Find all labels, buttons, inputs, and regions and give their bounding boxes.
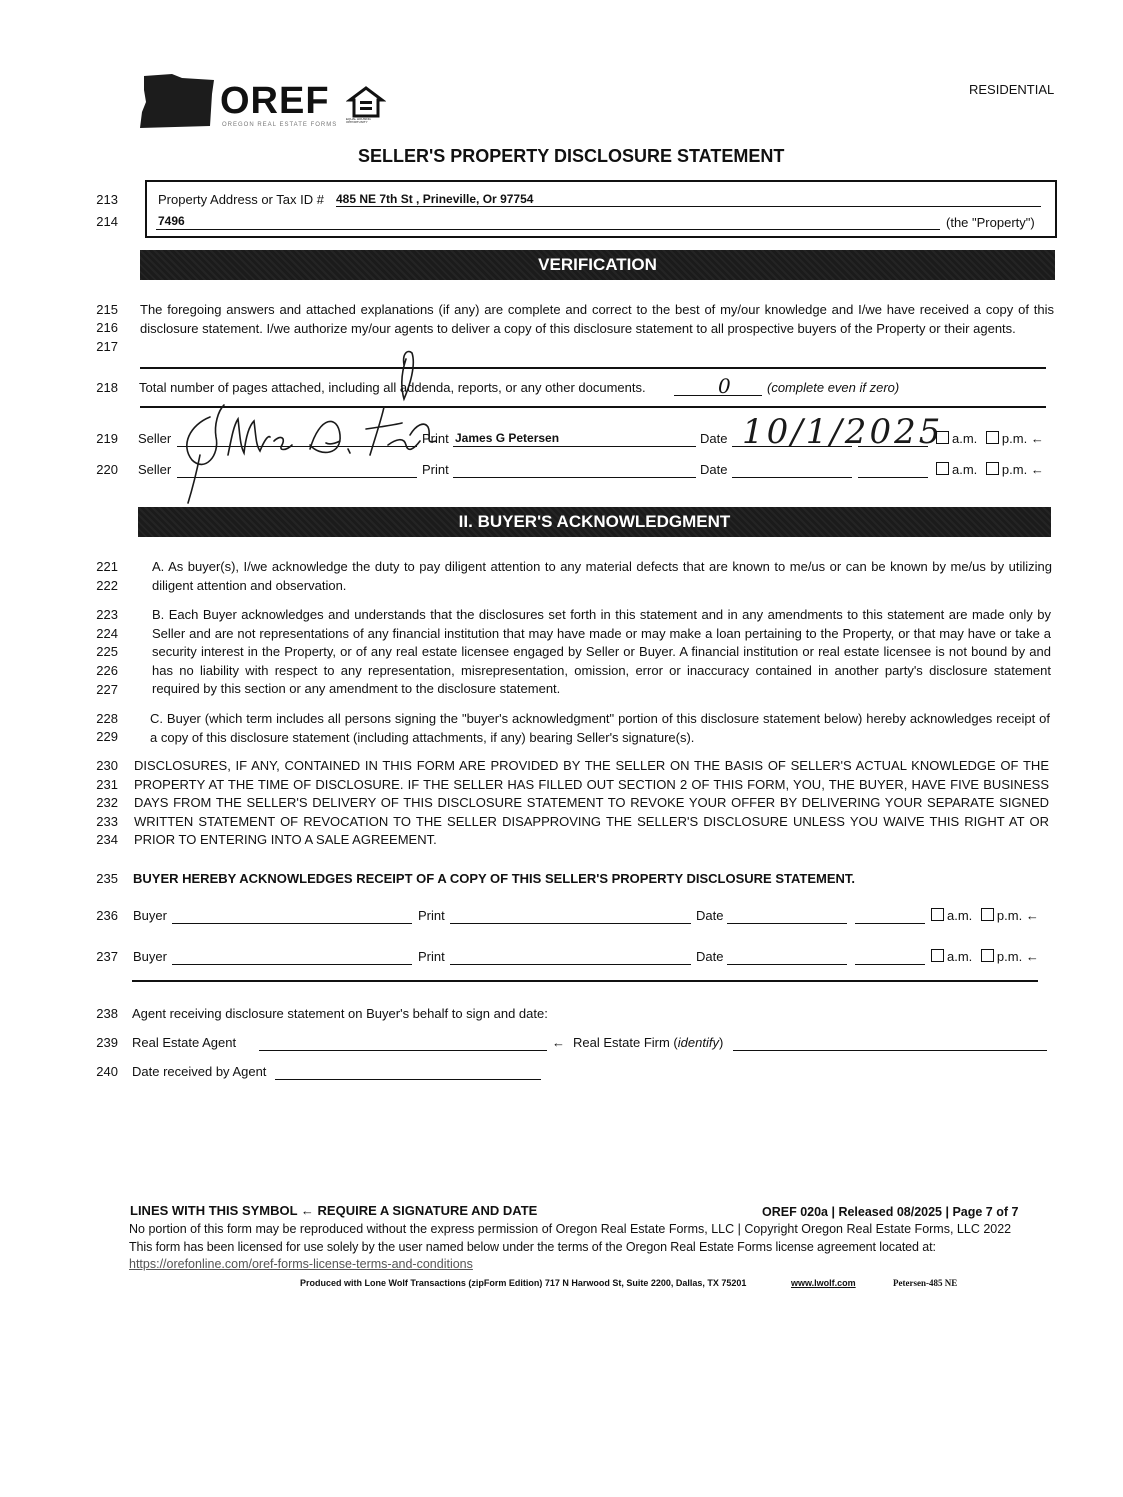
line-number: 233 — [96, 814, 118, 829]
line-number: 215 — [96, 302, 118, 317]
line-number: 237 — [96, 949, 118, 964]
print-label: Print — [418, 949, 445, 964]
license-text: This form has been licensed for use solely by the user named below under the terms of the Oregon Real Estate Forms license agreement located at: — [129, 1240, 936, 1254]
line-number: 227 — [96, 682, 118, 697]
line-number: 232 — [96, 795, 118, 810]
receipt-acknowledgment: BUYER HEREBY ACKNOWLEDGES RECEIPT OF A COPY OF THIS SELLER'S PROPERTY DISCLOSURE STATEMENT. — [133, 871, 856, 886]
am-pm-group — [936, 431, 1044, 446]
signature-arrow-icon: ← — [1030, 431, 1044, 446]
am-label: a.m. — [947, 908, 973, 923]
real-estate-agent-label: Real Estate Agent — [132, 1035, 237, 1050]
line-number: 217 — [96, 339, 118, 354]
real-estate-firm-label — [573, 1035, 723, 1050]
line-number: 229 — [96, 729, 118, 744]
date-line[interactable] — [727, 964, 847, 965]
verification-text: The foregoing answers and attached explanations (if any) are complete and correct to the best of my/our knowledge and I/we have received a copy of this disclosure statement. I/we authorize my/our agents to deliver a copy of this disclosure statement to all prospective buyers of the Property or their agents. — [140, 302, 1054, 336]
date-received-label: Date received by Agent — [132, 1064, 267, 1079]
time-line[interactable] — [855, 923, 925, 924]
pm-label: p.m. — [996, 908, 1023, 923]
pages-label: Total number of pages attached, including all addenda, reports, or any other documents. — [139, 380, 646, 395]
paragraph-c: C. Buyer (which term includes all persons signing the "buyer's acknowledgment" portion of this disclosure statement below) hereby acknowledges receipt of a copy of this disclosure statement (including attachments, if any) bearing Seller's signature(s). — [150, 711, 1050, 745]
line-number: 236 — [96, 908, 118, 923]
pages-note: (complete even if zero) — [767, 380, 900, 395]
print-line — [453, 477, 696, 478]
date-label: Date — [700, 462, 728, 477]
date-label: Date — [696, 949, 724, 964]
seller-signature-scribble — [170, 345, 470, 505]
line-number: 226 — [96, 663, 118, 678]
line-number: 240 — [96, 1064, 118, 1079]
paragraph-b: B. Each Buyer acknowledges and understands that the disclosures set forth in this statement and in any amendments to this statement are made only by Seller and are not representations of any financial institution that may have made or may make a loan pertaining to the Property, or that may have or take a security interest in the Property, or of any real estate licensee engaged by Seller or Buyer. A financial institution or real estate licensee is not bound by and has no liability with respect to any representation, misrepresentation, omission, error or inaccuracy contained in another party's disclosure statement required by this section or any amendment to the disclosure statement. — [152, 607, 1051, 696]
produced-with-text: Produced with Lone Wolf Transactions (zipForm Edition) 717 N Harwood St, Suite 2200, Dallas, TX 75201 — [300, 1278, 747, 1288]
print-line — [453, 446, 696, 447]
line-number: 222 — [96, 578, 118, 593]
am-label: a.m. — [947, 949, 973, 964]
am-pm-group — [931, 908, 1039, 923]
am-pm-group — [931, 949, 1039, 964]
agent-signature-line[interactable] — [259, 1050, 547, 1051]
line-number: 225 — [96, 644, 118, 659]
paragraph-a: A. As buyer(s), I/we acknowledge the duty to pay diligent attention to any material defects that are known to me/us or can be known by me/us by utilizing diligent attention and observation. — [152, 559, 1052, 593]
print-label: Print — [422, 462, 449, 477]
verification-banner: VERIFICATION — [140, 250, 1055, 280]
form-id: OREF 020a | Released 08/2025 | Page 7 of 7 — [762, 1205, 1019, 1219]
date-line[interactable] — [727, 923, 847, 924]
line-number: 220 — [96, 462, 118, 477]
line-number: 230 — [96, 758, 118, 773]
property-address-value[interactable]: 485 NE 7th St , Prineville, Or 97754 — [336, 192, 534, 206]
line-number: 216 — [96, 320, 118, 335]
property-address-label: Property Address or Tax ID # — [158, 192, 324, 207]
line-number: 213 — [96, 192, 118, 207]
firm-identify-text: identify — [677, 1035, 719, 1050]
tax-id-underline — [156, 229, 940, 230]
license-url-link[interactable]: https://orefonline.com/oref-forms-license-terms-and-conditions — [129, 1257, 473, 1271]
line-number: 231 — [96, 777, 118, 792]
agent-intro: Agent receiving disclosure statement on Buyer's behalf to sign and date: — [132, 1006, 548, 1021]
seller-label: Seller — [138, 462, 172, 477]
firm-line[interactable] — [733, 1050, 1047, 1051]
tax-id-value[interactable]: 7496 — [158, 214, 185, 228]
residential-label: RESIDENTIAL — [969, 82, 1055, 97]
address-underline — [336, 206, 1041, 207]
seller-print-name[interactable]: James G Petersen — [455, 431, 560, 445]
signature-arrow-icon: ← — [552, 1035, 565, 1050]
pm-label: p.m. — [1001, 462, 1028, 477]
line-number: 223 — [96, 607, 118, 622]
copyright-text: No portion of this form may be reproduced without the express permission of Oregon Real Estate Forms, LLC | Copyright Oregon Real Estate Forms, LLC 2022 — [129, 1222, 1012, 1236]
buyer-signature-line[interactable] — [172, 923, 412, 924]
oregon-state-icon — [138, 72, 218, 130]
pm-label: p.m. — [1001, 431, 1028, 446]
buyers-acknowledgment-banner: II. BUYER'S ACKNOWLEDGMENT — [138, 507, 1051, 537]
page-title: SELLER'S PROPERTY DISCLOSURE STATEMENT — [358, 146, 785, 166]
am-pm-group — [936, 462, 1044, 477]
firm-label-text: Real Estate Firm ( — [573, 1035, 678, 1050]
pm-checkbox[interactable] — [986, 431, 999, 444]
lwolf-link[interactable]: www.lwolf.com — [791, 1278, 856, 1288]
symbol-note: LINES WITH THIS SYMBOL ← REQUIRE A SIGNATURE AND DATE — [130, 1203, 538, 1218]
buyer-label: Buyer — [133, 908, 167, 923]
print-line[interactable] — [450, 923, 691, 924]
pm-checkbox[interactable] — [981, 949, 994, 962]
date-label: Date — [696, 908, 724, 923]
seller-label: Seller — [138, 431, 172, 446]
date-line — [732, 477, 852, 478]
pm-checkbox[interactable] — [986, 462, 999, 475]
firm-close-text: ) — [718, 1035, 724, 1050]
print-label: Print — [418, 908, 445, 923]
file-name: Petersen-485 NE — [893, 1278, 958, 1288]
buyer-label: Buyer — [133, 949, 167, 964]
time-line[interactable] — [855, 964, 925, 965]
divider — [132, 980, 1038, 982]
line-number: 234 — [96, 832, 118, 847]
am-checkbox[interactable] — [936, 462, 949, 475]
disclosures-text: DISCLOSURES, IF ANY, CONTAINED IN THIS FORM ARE PROVIDED BY THE SELLER ON THE BASIS OF SELLER'S ACTUAL KNOWLEDGE OF THE PROPERTY AT THE TIME OF DISCLOSURE. IF THE SELLER HAS FILLED OUT SECTION 2 OF THIS FORM, YOU, THE BUYER, HAVE FIVE BUSINESS DAYS FROM THE SELLER'S DELIVERY OF THIS DISCLOSURE STATEMENT TO REVOKE YOUR OFFER BY DELIVERING YOUR SEPARATE SIGNED WRITTEN STATEMENT OF REVOCATION TO THE SELLER DISAPPROVING THE SELLER'S DISCLOSURE UNLESS YOU WAIVE THIS RIGHT AT OR PRIOR TO ENTERING INTO A SALE AGREEMENT. — [134, 758, 1049, 847]
buyer-signature-line[interactable] — [172, 964, 412, 965]
pm-checkbox[interactable] — [981, 908, 994, 921]
equal-housing-icon — [346, 86, 386, 118]
logo-text: OREF — [220, 80, 330, 122]
am-checkbox[interactable] — [931, 908, 944, 921]
property-suffix: (the "Property") — [946, 215, 1035, 230]
date-label: Date — [700, 431, 728, 446]
am-checkbox[interactable] — [931, 949, 944, 962]
time-line — [858, 477, 928, 478]
logo-subtext: OREGON REAL ESTATE FORMS — [222, 122, 338, 128]
am-label: a.m. — [952, 431, 978, 446]
equal-housing-logo — [346, 86, 386, 126]
date-received-line[interactable] — [275, 1079, 541, 1080]
print-line[interactable] — [450, 964, 691, 965]
seller-date-value[interactable]: 10/1/2025 — [742, 412, 944, 452]
signature-arrow-icon: ← — [1030, 462, 1044, 477]
signature-arrow-icon: ← — [1025, 949, 1039, 964]
line-number: 224 — [96, 626, 118, 641]
line-number: 214 — [96, 214, 118, 229]
line-number: 219 — [96, 431, 118, 446]
am-label: a.m. — [952, 462, 978, 477]
am-checkbox[interactable] — [936, 431, 949, 444]
equal-housing-text: EQUAL HOUSING OPPORTUNITY — [346, 117, 371, 124]
pm-label: p.m. — [996, 949, 1023, 964]
signature-arrow-icon: ← — [1025, 908, 1039, 923]
line-number: 221 — [96, 559, 118, 574]
pages-value[interactable]: 0 — [718, 374, 731, 398]
print-label: Print — [422, 431, 449, 446]
oref-logo — [138, 72, 338, 132]
line-number: 239 — [96, 1035, 118, 1050]
line-number: 218 — [96, 380, 118, 395]
line-number: 228 — [96, 711, 118, 726]
line-number: 235 — [96, 871, 118, 886]
line-number: 238 — [96, 1006, 118, 1021]
